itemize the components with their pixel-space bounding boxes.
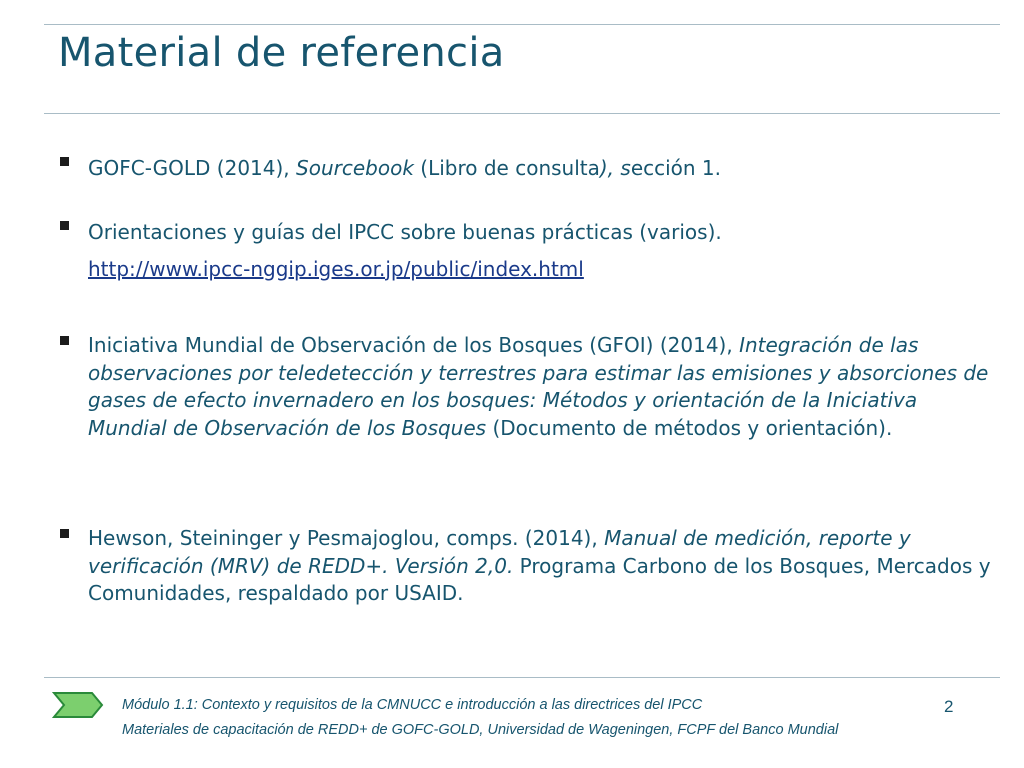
list-item [88,525,993,608]
square-bullet-icon [60,336,69,345]
square-bullet-icon [60,529,69,538]
square-bullet-icon [60,221,69,230]
italic-text: Integración de las observaciones por teledetección y terrestres para estimar las emisiones y absorciones de gases de efecto invernadero en los bosques: Métodos y orientación de la Iniciativa Mundial de Observación de los Bosques [88,333,989,440]
page-number: 2 [944,697,954,716]
green-arrow-icon [52,691,104,719]
item-text: Iniciativa Mundial de Observación de los Bosques (GFOI) (2014), [88,333,740,357]
item-text: ección 1. [630,156,722,180]
list-item [88,332,993,442]
italic-text: Manual de medición, reporte y verificación (MRV) de REDD+. Versión 2,0. [88,526,911,578]
item-text: Orientaciones y guías del IPCC sobre buenas prácticas (varios). [88,220,722,244]
item-text: Programa Carbono de los Bosques, Mercados y Comunidades, respaldado por USAID. [88,553,991,605]
ipcc-link[interactable]: http://www.ipcc-nggip.iges.or.jp/public/index.html [88,256,584,281]
item-text: GOFC-GOLD (2014), [88,156,297,180]
italic-text: ), s [599,156,631,180]
page-title: Material de referencia [58,30,505,76]
footer-rule [44,677,1000,678]
item-text: (Documento de métodos y orientación). [486,415,893,440]
italic-text: Sourcebook [296,156,414,180]
footer-credits-line: Materiales de capacitación de REDD+ de GOFC-GOLD, Universidad de Wageningen, FCPF del Banco Mundial [122,722,839,738]
item-text: (Libro de consulta [413,156,600,180]
green-arrow-shape [54,693,102,717]
list-item [88,155,993,183]
list-item [88,219,993,283]
square-bullet-icon [60,157,69,166]
top-rule [44,24,1000,25]
footer-module-line: Módulo 1.1: Contexto y requisitos de la CMNUCC e introducción a las directrices del IPCC [122,697,703,713]
item-text: Hewson, Steininger y Pesmajoglou, comps. (2014), [88,526,605,550]
title-rule [44,113,1000,114]
